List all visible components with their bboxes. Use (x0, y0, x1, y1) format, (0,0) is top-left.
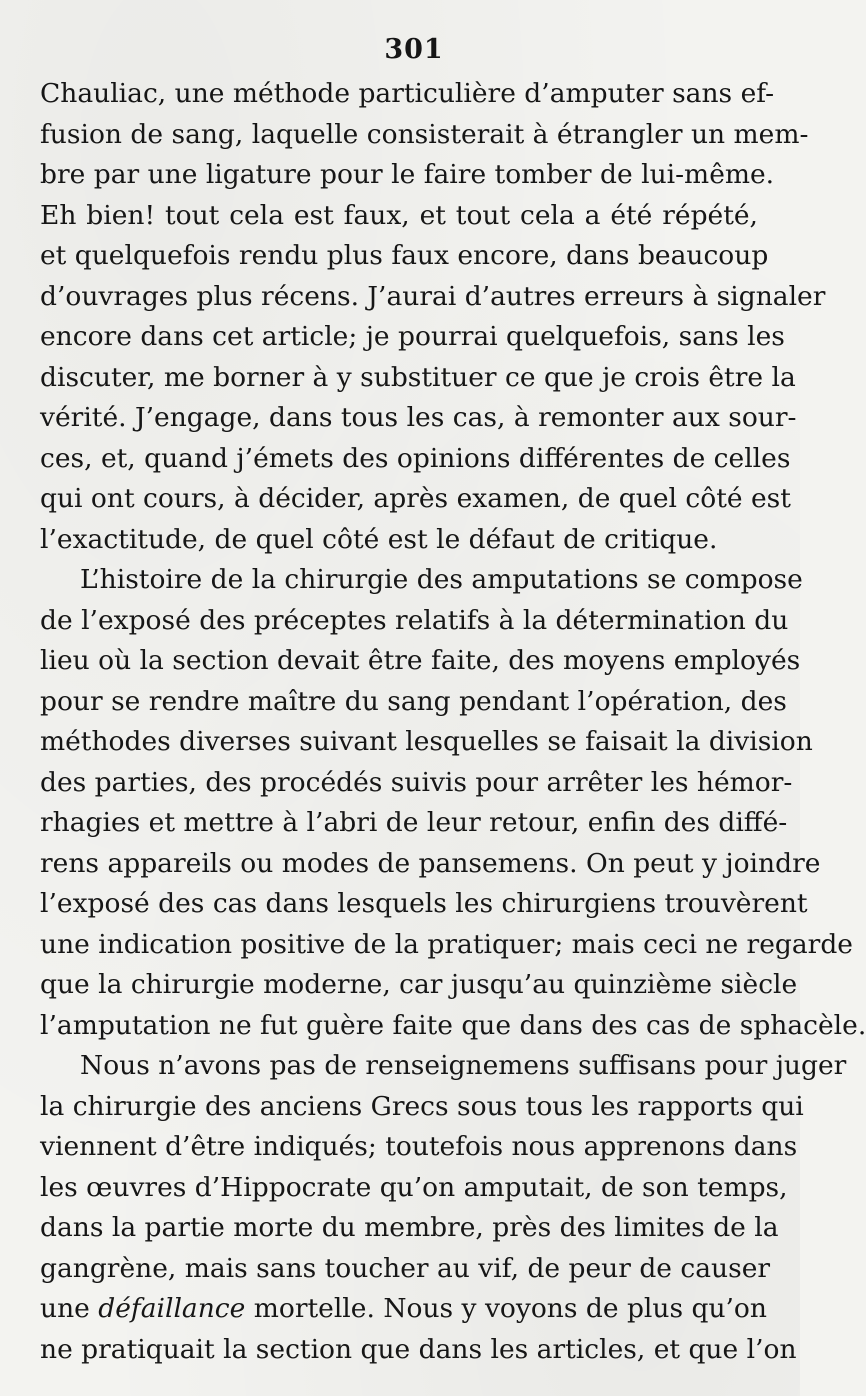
paragraph (40, 1046, 847, 1289)
page-number: 301 (384, 34, 444, 65)
text-line: encore dans cet article; je pourrai quelquefois, sans les (40, 321, 785, 352)
text-line: fusion de sang, laquelle consisterait à étrangler un mem- (40, 118, 809, 150)
text-line: viennent d’être indiqués; toutefois nous apprenons dans (40, 1131, 798, 1162)
text-line: dans la partie morte du membre, près des limites de la (40, 1212, 779, 1243)
text-body (40, 74, 866, 1289)
text-line: Chauliac, une méthode particulière d’amputer sans ef- (40, 78, 775, 109)
text-line: l’exposé des cas dans lesquels les chirurgiens trouvèrent (40, 888, 808, 919)
text-fragment: une (40, 1293, 99, 1324)
text-line: ces, et, quand j’émets des opinions différentes de celles (40, 442, 791, 474)
text-line: de l’exposé des préceptes relatifs à la détermination du (40, 604, 789, 636)
text-line: l’exactitude, de quel côté est le défaut de critique. (40, 523, 718, 555)
text-line: que la chirurgie moderne, car jusqu’au quinzième siècle (40, 969, 798, 1000)
text-line: L’histoire de la chirurgie des amputations se compose (80, 564, 803, 595)
text-line: bre par une ligature pour le faire tomber de lui-même. (40, 159, 775, 190)
text-fragment: mortelle. Nous y voyons de plus qu’on (245, 1293, 767, 1324)
paragraph (40, 74, 826, 560)
text-line: l’amputation ne fut guère faite que dans des cas de sphacèle. (40, 1009, 866, 1041)
text-line: méthodes diverses suivant lesquelles se faisait la division (40, 726, 813, 757)
text-line: Eh bien! tout cela est faux, et tout cela a été répété, (40, 199, 758, 231)
text-line: pour se rendre maître du sang pendant l’opération, des (40, 685, 787, 717)
text-line: Nous n’avons pas de renseignemens suffisans pour juger (80, 1050, 847, 1081)
text-line: et quelquefois rendu plus faux encore, dans beaucoup (40, 240, 769, 271)
text-line: les œuvres d’Hippocrate qu’on amputait, de son temps, (40, 1171, 788, 1203)
text-line: gangrène, mais sans toucher au vif, de peur de causer (40, 1252, 771, 1284)
text-line: une indication positive de la pratiquer; mais ceci ne regarde (40, 928, 853, 960)
text-line: la chirurgie des anciens Grecs sous tous les rapports qui (40, 1090, 804, 1122)
text-line: rhagies et mettre à l’abri de leur retour, enfin des diffé- (40, 807, 788, 838)
text-line: lieu où la section devait être faite, des moyens employés (40, 645, 801, 676)
text-line: d’ouvrages plus récens. J’aurai d’autres erreurs à signaler (40, 280, 826, 312)
text-line: vérité. J’engage, dans tous les cas, à remonter aux sour- (40, 402, 797, 433)
text-line: des parties, des procédés suivis pour arrêter les hémor- (40, 766, 793, 798)
text-line: rens appareils ou modes de pansemens. On peut y joindre (40, 847, 821, 879)
text-line: ne pratiquait la section que dans les articles, et que l’on (40, 1333, 797, 1365)
italic-word: défaillance (98, 1293, 246, 1324)
text-line: discuter, me borner à y substituer ce que je crois être la (40, 361, 796, 393)
text-line: qui ont cours, à décider, après examen, de quel côté est (40, 483, 791, 514)
text-line-italic (40, 1289, 767, 1330)
paragraph (40, 560, 866, 1046)
